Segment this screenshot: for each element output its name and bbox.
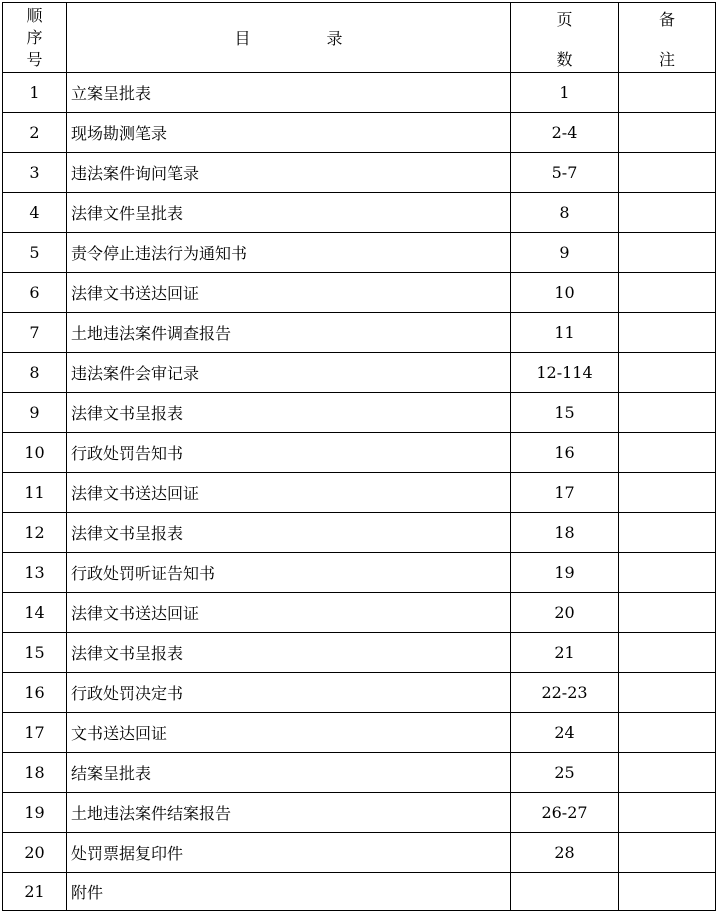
row-pages-cell: 21	[511, 633, 619, 673]
row-title-cell: 附件	[67, 873, 511, 911]
header-pages-cell	[511, 3, 619, 73]
table-row	[3, 833, 716, 873]
table-row	[3, 273, 716, 313]
table-row	[3, 753, 716, 793]
row-note-cell	[619, 793, 716, 833]
row-index-cell: 6	[3, 273, 67, 313]
row-title-cell: 行政处罚告知书	[67, 433, 511, 473]
row-index-cell: 16	[3, 673, 67, 713]
row-note-cell	[619, 553, 716, 593]
row-note-cell	[619, 753, 716, 793]
table-header-row	[3, 3, 716, 73]
row-pages-cell: 8	[511, 193, 619, 233]
header-pages-char: 页	[556, 10, 573, 29]
row-pages-cell: 15	[511, 393, 619, 433]
row-pages-cell: 25	[511, 753, 619, 793]
row-pages-cell: 16	[511, 433, 619, 473]
row-title-cell: 违法案件询问笔录	[67, 153, 511, 193]
header-pages-char: 数	[556, 50, 573, 69]
row-pages-cell: 24	[511, 713, 619, 753]
table-row	[3, 393, 716, 433]
table-row	[3, 793, 716, 833]
row-index-cell: 18	[3, 753, 67, 793]
row-note-cell	[619, 273, 716, 313]
row-title-cell: 行政处罚决定书	[67, 673, 511, 713]
row-note-cell	[619, 233, 716, 273]
row-note-cell	[619, 593, 716, 633]
row-note-cell	[619, 433, 716, 473]
header-index-cell	[3, 3, 67, 73]
row-note-cell	[619, 713, 716, 753]
row-note-cell	[619, 153, 716, 193]
row-index-cell: 21	[3, 873, 67, 911]
row-note-cell	[619, 353, 716, 393]
row-note-cell	[619, 113, 716, 153]
row-index-cell: 7	[3, 313, 67, 353]
row-pages-cell: 5-7	[511, 153, 619, 193]
row-index-cell: 15	[3, 633, 67, 673]
row-index-cell: 17	[3, 713, 67, 753]
catalog-table	[2, 2, 716, 911]
row-title-cell: 结案呈批表	[67, 753, 511, 793]
table-row	[3, 673, 716, 713]
table-row	[3, 153, 716, 193]
row-pages-cell: 9	[511, 233, 619, 273]
table-row	[3, 313, 716, 353]
row-note-cell	[619, 673, 716, 713]
row-note-cell	[619, 193, 716, 233]
row-index-cell: 1	[3, 73, 67, 113]
row-title-cell: 立案呈批表	[67, 73, 511, 113]
header-notes-char: 备	[658, 10, 675, 29]
row-pages-cell: 20	[511, 593, 619, 633]
row-pages-cell: 17	[511, 473, 619, 513]
row-index-cell: 3	[3, 153, 67, 193]
row-index-cell: 11	[3, 473, 67, 513]
table-row	[3, 593, 716, 633]
row-pages-cell	[511, 873, 619, 911]
row-title-cell: 责令停止违法行为通知书	[67, 233, 511, 273]
header-title-char: 目	[234, 29, 251, 48]
row-index-cell: 10	[3, 433, 67, 473]
row-title-cell: 法律文书呈报表	[67, 393, 511, 433]
row-title-cell: 违法案件会审记录	[67, 353, 511, 393]
table-row	[3, 713, 716, 753]
row-title-cell: 文书送达回证	[67, 713, 511, 753]
table-row	[3, 513, 716, 553]
table-row	[3, 873, 716, 911]
row-pages-cell: 28	[511, 833, 619, 873]
row-title-cell: 土地违法案件调查报告	[67, 313, 511, 353]
table-row	[3, 633, 716, 673]
row-note-cell	[619, 473, 716, 513]
table-row	[3, 193, 716, 233]
row-note-cell	[619, 313, 716, 353]
row-index-cell: 5	[3, 233, 67, 273]
row-index-cell: 12	[3, 513, 67, 553]
header-title-char: 录	[326, 29, 343, 48]
row-index-cell: 9	[3, 393, 67, 433]
row-note-cell	[619, 393, 716, 433]
row-title-cell: 法律文书送达回证	[67, 273, 511, 313]
row-pages-cell: 1	[511, 73, 619, 113]
row-note-cell	[619, 833, 716, 873]
row-index-cell: 8	[3, 353, 67, 393]
header-notes-char: 注	[658, 50, 675, 69]
table-row	[3, 553, 716, 593]
row-pages-cell: 12-114	[511, 353, 619, 393]
row-title-cell: 法律文书送达回证	[67, 473, 511, 513]
row-pages-cell: 2-4	[511, 113, 619, 153]
row-title-cell: 法律文书呈报表	[67, 633, 511, 673]
row-pages-cell: 10	[511, 273, 619, 313]
row-title-cell: 法律文件呈批表	[67, 193, 511, 233]
header-notes-cell	[619, 3, 716, 73]
row-index-cell: 14	[3, 593, 67, 633]
table-row	[3, 473, 716, 513]
row-title-cell: 处罚票据复印件	[67, 833, 511, 873]
row-note-cell	[619, 73, 716, 113]
row-title-cell: 现场勘测笔录	[67, 113, 511, 153]
row-pages-cell: 22-23	[511, 673, 619, 713]
header-index-char: 号	[26, 49, 43, 69]
row-index-cell: 2	[3, 113, 67, 153]
table-row	[3, 233, 716, 273]
header-index-char: 顺	[26, 5, 43, 25]
row-pages-cell: 11	[511, 313, 619, 353]
table-row	[3, 73, 716, 113]
row-title-cell: 法律文书送达回证	[67, 593, 511, 633]
row-pages-cell: 18	[511, 513, 619, 553]
row-index-cell: 4	[3, 193, 67, 233]
row-pages-cell: 19	[511, 553, 619, 593]
header-index-char: 序	[26, 27, 43, 47]
table-row	[3, 113, 716, 153]
row-pages-cell: 26-27	[511, 793, 619, 833]
row-title-cell: 法律文书呈报表	[67, 513, 511, 553]
row-note-cell	[619, 873, 716, 911]
row-index-cell: 13	[3, 553, 67, 593]
row-title-cell: 土地违法案件结案报告	[67, 793, 511, 833]
row-title-cell: 行政处罚听证告知书	[67, 553, 511, 593]
row-index-cell: 20	[3, 833, 67, 873]
table-row	[3, 353, 716, 393]
row-note-cell	[619, 633, 716, 673]
header-title-cell	[67, 3, 511, 73]
table-row	[3, 433, 716, 473]
row-index-cell: 19	[3, 793, 67, 833]
row-note-cell	[619, 513, 716, 553]
